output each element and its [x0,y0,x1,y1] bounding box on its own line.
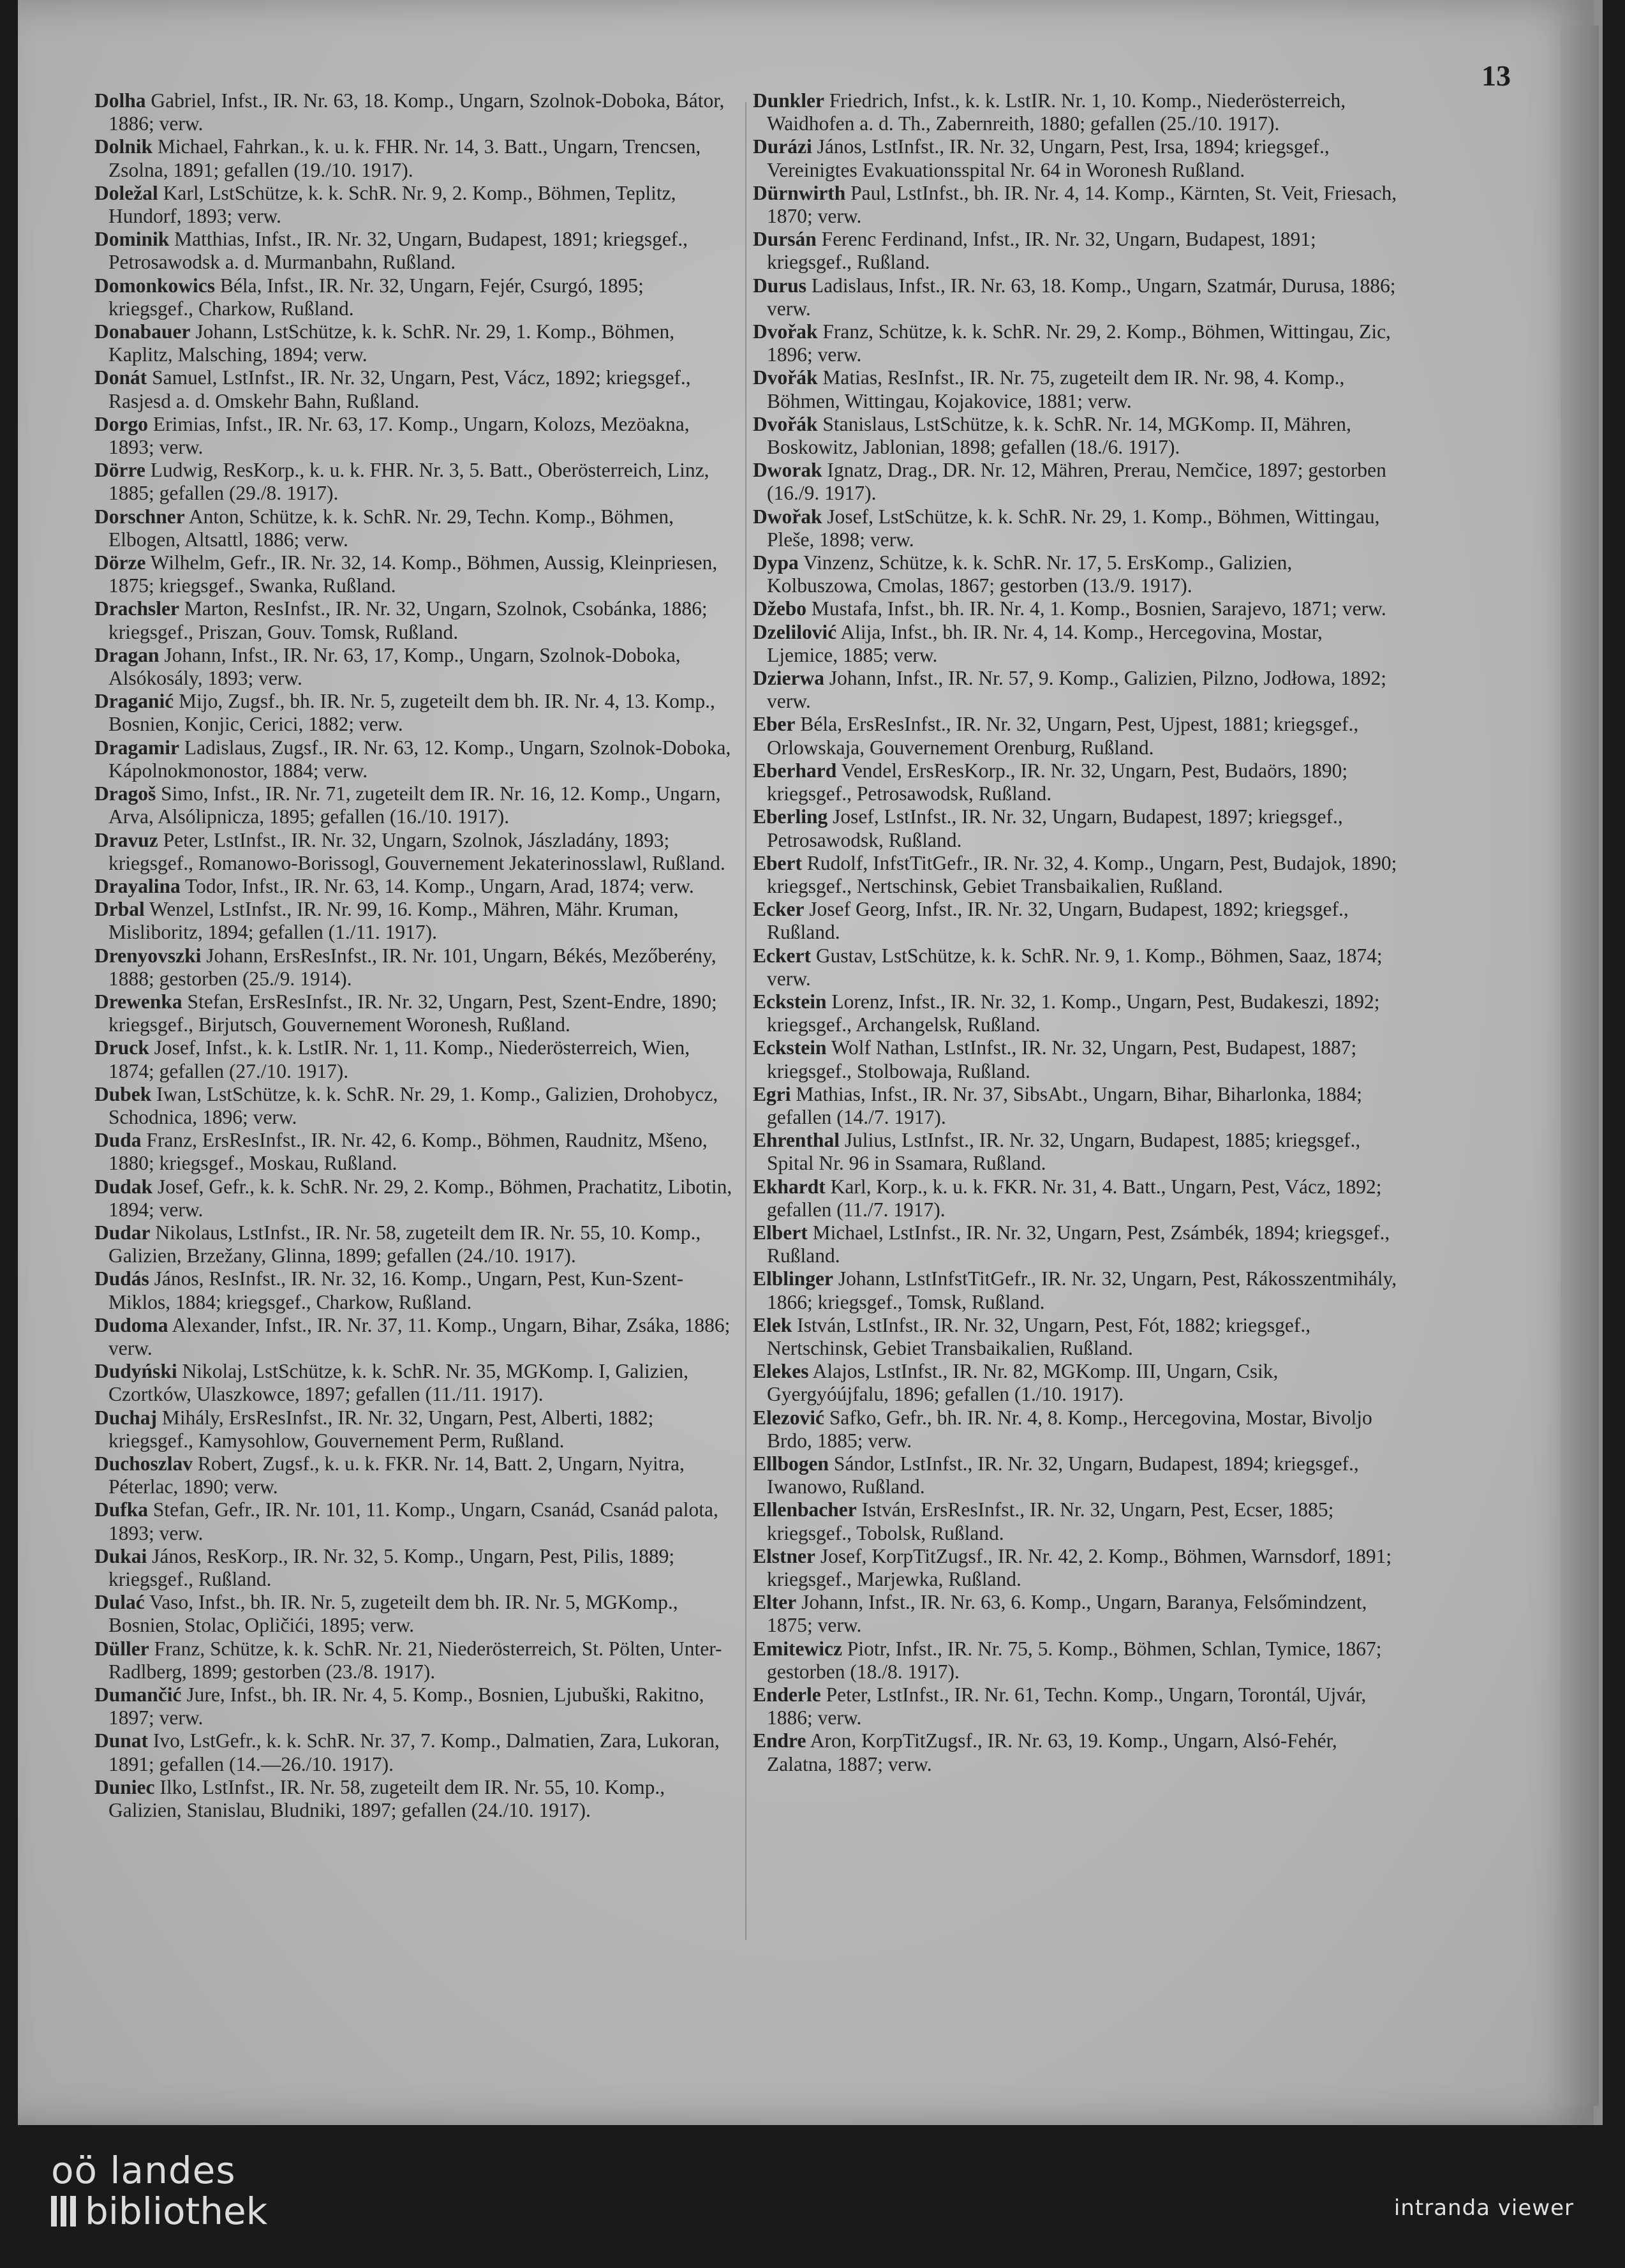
register-entry [94,551,732,597]
register-entry [94,459,732,505]
entry-details: Aron, KorpTitZugsf., IR. Nr. 63, 19. Komp., Ungarn, Alsó-Fehér, Zalatna, 1887; verw. [767,1729,1337,1775]
register-entry [753,1545,1397,1591]
entry-details: Johann, ErsResInfst., IR. Nr. 101, Ungarn, Békés, Mezőberény, 1888; gestorben (25./9. 1914). [108,944,716,990]
entry-details: Johann, Infst., IR. Nr. 63, 17, Komp., Ungarn, Szolnok-Doboka, Alsókosály, 1893; verw. [108,643,681,690]
entry-surname: Dypa [753,551,799,574]
entry-details: Friedrich, Infst., k. k. LstIR. Nr. 1, 10. Komp., Niederösterreich, Waidhofen a. d. Th., Zabernreith, 1880; gefallen (25./10. 1917). [767,89,1346,135]
register-entry [94,89,732,135]
register-entry [753,597,1397,620]
entry-details: Stefan, Gefr., IR. Nr. 101, 11. Komp., Ungarn, Csanád, Csanád palota, 1893; verw. [108,1498,718,1544]
entry-details: Johann, Infst., IR. Nr. 57, 9. Komp., Galizien, Pilzno, Jodłowa, 1892; verw. [767,667,1386,713]
entry-surname: Druck [94,1036,149,1059]
entry-details: Samuel, LstInfst., IR. Nr. 32, Ungarn, Pest, Vácz, 1892; kriegsgef., Rasjesd a. d. Omskehr Bahn, Rußland. [108,366,691,412]
entry-details: Matias, ResInfst., IR. Nr. 75, zugeteilt dem IR. Nr. 98, 4. Komp., Böhmen, Wittingau, Kojakovice, 1881; verw. [767,366,1345,412]
entry-details: Nikolaj, LstSchütze, k. k. SchR. Nr. 35, MGKomp. I, Galizien, Czortków, Ulaszkowce, 1897; gefallen (11./11. 1917). [108,1360,688,1406]
entry-surname: Eber [753,713,796,736]
entry-details: Stanislaus, LstSchütze, k. k. SchR. Nr. 14, MGKomp. II, Mähren, Boskowitz, Jablonian, 1898; gefallen (18./6. 1917). [767,412,1351,459]
register-entry [94,505,732,551]
register-entry [753,1267,1397,1313]
entry-details: Josef, LstSchütze, k. k. SchR. Nr. 29, 1. Komp., Böhmen, Wittingau, Pleše, 1898; verw. [767,505,1380,551]
register-entry [753,135,1397,181]
register-entry [753,413,1397,459]
entry-surname: Dürnwirth [753,181,846,204]
entry-surname: Drayalina [94,874,181,897]
register-entry [753,990,1397,1036]
register-entry [94,135,732,181]
register-entry [753,1638,1397,1683]
entry-details: Paul, LstInfst., bh. IR. Nr. 4, 14. Komp., Kärnten, St. Veit, Friesach, 1870; verw. [767,181,1397,228]
left-column [94,89,732,1822]
register-entry [753,1221,1397,1267]
entry-surname: Durázi [753,135,812,158]
entry-surname: Durus [753,274,807,297]
entry-surname: Dzelilović [753,620,837,643]
column-divider [745,102,746,1940]
entry-surname: Ebert [753,851,802,874]
entry-details: Alexander, Infst., IR. Nr. 37, 11. Komp., Ungarn, Bihar, Zsáka, 1886; verw. [108,1313,731,1359]
entry-details: Ilko, LstInfst., IR. Nr. 58, zugeteilt dem IR. Nr. 55, 10. Komp., Galizien, Stanislau, Bludniki, 1897; gefallen (24./10. 1917). [108,1775,665,1822]
register-entry [94,829,732,875]
entry-surname: Elek [753,1313,792,1336]
entry-surname: Elezović [753,1406,824,1429]
register-entry [753,1036,1397,1082]
entry-details: Simo, Infst., IR. Nr. 71, zugeteilt dem IR. Nr. 16, 12. Komp., Ungarn, Arva, Alsólipnicza, 1895; gefallen (16./10. 1917). [108,782,721,828]
register-entry [753,621,1397,667]
register-entry [753,1498,1397,1544]
register-entry [753,852,1397,898]
entry-surname: Duchoszlav [94,1452,193,1475]
entry-details: Alija, Infst., bh. IR. Nr. 4, 14. Komp., Hercegovina, Mostar, Ljemice, 1885; verw. [767,620,1323,666]
entry-details: Alajos, LstInfst., IR. Nr. 82, MGKomp. III, Ungarn, Csik, Gyergyóújfalu, 1896; gefallen (1./10. 1917). [767,1360,1279,1406]
entry-surname: Dzierwa [753,667,824,690]
entry-details: Nikolaus, LstInfst., IR. Nr. 58, zugeteilt dem IR. Nr. 55, 10. Komp., Galizien, Brzežany, Glinna, 1899; gefallen (24./10. 1917). [108,1221,701,1267]
register-entry [94,736,732,782]
entry-details: Johann, LstSchütze, k. k. SchR. Nr. 29, 1. Komp., Böhmen, Kaplitz, Malsching, 1894; verw. [108,320,675,366]
entry-details: Béla, Infst., IR. Nr. 32, Ungarn, Fejér, Csurgó, 1895; kriegsgef., Charkow, Rußland. [108,274,644,320]
register-entry [94,366,732,412]
entry-surname: Dragan [94,643,160,666]
entry-surname: Dudak [94,1175,153,1198]
entry-surname: Dorschner [94,505,185,528]
entry-surname: Dvořák [753,366,818,389]
register-entry [94,898,732,944]
entry-details: Ladislaus, Infst., IR. Nr. 63, 18. Komp., Ungarn, Szatmár, Durusa, 1886; verw. [767,274,1396,320]
entry-surname: Dolnik [94,135,153,158]
entry-surname: Drenyovszki [94,944,202,967]
entry-surname: Eckert [753,944,811,967]
entry-surname: Elstner [753,1544,815,1567]
entry-details: Josef, KorpTitZugsf., IR. Nr. 42, 2. Komp., Böhmen, Warnsdorf, 1891; kriegsgef., Marjewka, Rußland. [767,1544,1392,1590]
register-entry [753,1591,1397,1637]
entry-surname: Dvořak [753,320,818,343]
register-entry [753,320,1397,366]
entry-details: Matthias, Infst., IR. Nr. 32, Ungarn, Budapest, 1891; kriegsgef., Petrosawodsk a. d. Murmanbahn, Rußland. [108,228,688,274]
entry-details: Lorenz, Infst., IR. Nr. 32, 1. Komp., Ungarn, Pest, Budakeszi, 1892; kriegsgef., Archangelsk, Rußland. [767,990,1380,1036]
library-logo[interactable] [51,2151,267,2232]
entry-surname: Dörre [94,459,145,482]
entry-surname: Dragamir [94,736,179,759]
entry-details: Mijo, Zugsf., bh. IR. Nr. 5, zugeteilt dem bh. IR. Nr. 4, 13. Komp., Bosnien, Konjic, Cerici, 1882; verw. [108,690,715,736]
register-entry [753,366,1397,412]
register-entry [753,1083,1397,1129]
entry-details: Erimias, Infst., IR. Nr. 63, 17. Komp., Ungarn, Kolozs, Mezöakna, 1893; verw. [108,412,690,459]
register-entry [94,782,732,828]
entry-surname: Dvořák [753,412,818,435]
register-entry [94,1729,732,1775]
entry-surname: Dravuz [94,828,158,851]
entry-details: Piotr, Infst., IR. Nr. 75, 5. Komp., Böhmen, Schlan, Tymice, 1867; gestorben (18./8. 1917). [767,1637,1382,1683]
register-entry [94,1314,732,1360]
register-entry [94,1591,732,1637]
register-entry [753,551,1397,597]
entry-surname: Dudar [94,1221,151,1244]
entry-details: Franz, ErsResInfst., IR. Nr. 42, 6. Komp., Böhmen, Raudnitz, Mšeno, 1880; kriegsgef., Moskau, Rußland. [108,1129,708,1175]
entry-surname: Dufka [94,1498,149,1521]
register-entry [94,1221,732,1267]
register-entry [94,1129,732,1175]
entry-details: Johann, LstInfstTitGefr., IR. Nr. 32, Ungarn, Pest, Rákosszentmihály, 1866; kriegsgef., Tomsk, Rußland. [767,1267,1397,1313]
entry-details: János, LstInfst., IR. Nr. 32, Ungarn, Pest, Irsa, 1894; kriegsgef., Vereinigtes Evakuationsspital Nr. 64 in Woronesh Rußland. [767,135,1330,181]
entry-details: Franz, Schütze, k. k. SchR. Nr. 21, Niederösterreich, St. Pölten, Unter-Radlberg, 1899; gestorben (23./8. 1917). [108,1637,722,1683]
entry-details: Marton, ResInfst., IR. Nr. 32, Ungarn, Szolnok, Csobánka, 1886; kriegsgef., Priszan, Gouv. Tomsk, Rußland. [108,597,708,643]
entry-details: Gabriel, Infst., IR. Nr. 63, 18. Komp., Ungarn, Szolnok-Doboka, Bátor, 1886; verw. [108,89,725,135]
entry-details: Wilhelm, Gefr., IR. Nr. 32, 14. Komp., Böhmen, Aussig, Kleinpriesen, 1875; kriegsgef., Swanka, Rußland. [108,551,718,597]
register-entry [94,1360,732,1406]
entry-details: Josef, Infst., k. k. LstIR. Nr. 1, 11. Komp., Niederösterreich, Wien, 1874; gefallen (27./10. 1917). [108,1036,690,1082]
entry-details: Karl, LstSchütze, k. k. SchR. Nr. 9, 2. Komp., Böhmen, Teplitz, Hundorf, 1893; verw. [108,181,676,228]
register-entry [753,228,1397,274]
entry-surname: Ehrenthal [753,1129,840,1152]
register-entry [94,1267,732,1313]
entry-details: Safko, Gefr., bh. IR. Nr. 4, 8. Komp., Hercegovina, Mostar, Bivoljo Brdo, 1885; verw. [767,1406,1372,1452]
register-entry [753,459,1397,505]
register-entry [94,644,732,690]
entry-surname: Džebo [753,597,806,620]
entry-surname: Dudyński [94,1360,177,1383]
entry-surname: Dudoma [94,1313,168,1336]
entry-details: Karl, Korp., k. u. k. FKR. Nr. 31, 4. Batt., Ungarn, Pest, Vácz, 1892; gefallen (11./7. 1917). [767,1175,1382,1221]
register-entry [94,413,732,459]
register-entry [94,1545,732,1591]
entry-surname: Dominik [94,228,170,251]
register-entry [753,505,1397,551]
entry-surname: Drewenka [94,990,182,1013]
entry-details: Ladislaus, Zugsf., IR. Nr. 63, 12. Komp., Ungarn, Szolnok-Doboka, Kápolnokmonostor, 1884; verw. [108,736,731,782]
register-entry [753,1452,1397,1498]
register-entry [753,1406,1397,1452]
entry-details: Wenzel, LstInfst., IR. Nr. 99, 16. Komp., Mähren, Mähr. Kruman, Misliboritz, 1894; gefallen (1./11. 1917). [108,898,679,944]
entry-details: Mustafa, Infst., bh. IR. Nr. 4, 1. Komp., Bosnien, Sarajevo, 1871; verw. [806,597,1386,620]
entry-surname: Dulać [94,1591,145,1614]
entry-surname: Dursán [753,228,817,251]
entry-surname: Elblinger [753,1267,834,1290]
register-entry [94,182,732,228]
register-entry [94,1036,732,1082]
entry-surname: Eckstein [753,990,827,1013]
entry-surname: Ekhardt [753,1175,826,1198]
entry-surname: Donát [94,366,147,389]
entry-surname: Dwořak [753,505,822,528]
entry-surname: Dörze [94,551,146,574]
scanned-page [18,0,1603,2125]
logo-line-1: oö landes [51,2149,236,2192]
entry-surname: Drachsler [94,597,179,620]
entry-surname: Dolha [94,89,146,112]
register-entry [94,228,732,274]
register-entry [753,1314,1397,1360]
register-entry [753,713,1397,759]
entry-surname: Domonkowics [94,274,216,297]
entry-details: János, ResInfst., IR. Nr. 32, 16. Komp., Ungarn, Pest, Kun-Szent-Miklos, 1884; kriegsgef., Charkow, Rußland. [108,1267,684,1313]
entry-surname: Draganić [94,690,174,713]
entry-details: Wolf Nathan, LstInfst., IR. Nr. 32, Ungarn, Pest, Budapest, 1887; kriegsgef., Stolbowaja, Rußland. [767,1036,1357,1082]
entry-surname: Elekes [753,1360,809,1383]
entry-surname: Emitewicz [753,1637,842,1660]
entry-details: Julius, LstInfst., IR. Nr. 32, Ungarn, Budapest, 1885; kriegsgef., Spital Nr. 96 in Ssamara, Rußland. [767,1129,1361,1175]
entry-surname: Elter [753,1591,797,1614]
register-entry [94,990,732,1036]
entry-details: Jure, Infst., bh. IR. Nr. 4, 5. Komp., Bosnien, Ljubuški, Rakitno, 1897; verw. [108,1683,704,1729]
entry-surname: Doležal [94,181,158,204]
entry-details: Stefan, ErsResInfst., IR. Nr. 32, Ungarn, Pest, Szent-Endre, 1890; kriegsgef., Birjutsch, Gouvernement Woronesh, Rußland. [108,990,717,1036]
entry-surname: Dudás [94,1267,149,1290]
entry-surname: Ellenbacher [753,1498,857,1521]
entry-details: Michael, LstInfst., IR. Nr. 32, Ungarn, Pest, Zsámbék, 1894; kriegsgef., Rußland. [767,1221,1390,1267]
register-entry [753,898,1397,944]
register-entry [753,1175,1397,1221]
entry-details: Josef Georg, Infst., IR. Nr. 32, Ungarn, Budapest, 1892; kriegsgef., Rußland. [767,898,1349,944]
entry-details: Josef, LstInfst., IR. Nr. 32, Ungarn, Budapest, 1897; kriegsgef., Petrosawodsk, Rußland. [767,805,1343,851]
entry-surname: Dukai [94,1544,147,1567]
register-entry [753,1129,1397,1175]
entry-surname: Düller [94,1637,149,1660]
register-entry [753,759,1397,805]
entry-details: Ivo, LstGefr., k. k. SchR. Nr. 37, 7. Komp., Dalmatien, Zara, Lukoran, 1891; gefallen (14.—26./10. 1917). [108,1729,720,1775]
entry-surname: Eberling [753,805,828,828]
logo-bars-icon [51,2196,76,2227]
entry-surname: Dorgo [94,412,148,435]
entry-details: Mihály, ErsResInfst., IR. Nr. 32, Ungarn, Pest, Alberti, 1882; kriegsgef., Kamysohlow, Gouvernement Perm, Rußland. [108,1406,654,1452]
register-entry [94,1776,732,1822]
register-entry [753,667,1397,713]
entry-details: Ludwig, ResKorp., k. u. k. FHR. Nr. 3, 5. Batt., Oberösterreich, Linz, 1885; gefallen (29./8. 1917). [108,459,709,505]
register-entry [94,875,732,898]
entry-surname: Elbert [753,1221,808,1244]
entry-details: Vendel, ErsResKorp., IR. Nr. 32, Ungarn, Pest, Budaörs, 1890; kriegsgef., Petrosawodsk, Rußland. [767,759,1348,805]
register-entry [94,1683,732,1729]
page-number: 13 [1481,59,1511,92]
register-entry [753,89,1397,135]
entry-details: Josef, Gefr., k. k. SchR. Nr. 29, 2. Komp., Böhmen, Prachatitz, Libotin, 1894; verw. [108,1175,732,1221]
register-entry [94,1175,732,1221]
entry-details: István, ErsResInfst., IR. Nr. 32, Ungarn, Pest, Ecser, 1885; kriegsgef., Tobolsk, Rußland. [767,1498,1334,1544]
register-entry [753,944,1397,990]
entry-surname: Dragoš [94,782,156,805]
register-entry [94,1498,732,1544]
register-entry [94,1406,732,1452]
viewer-label[interactable]: intranda viewer [1393,2195,1574,2221]
entry-surname: Enderle [753,1683,821,1706]
entry-details: Vinzenz, Schütze, k. k. SchR. Nr. 17, 5. ErsKomp., Galizien, Kolbuszowa, Cmolas, 1867; gestorben (13./9. 1917). [767,551,1293,597]
entry-surname: Dunkler [753,89,825,112]
register-entry [753,274,1397,320]
entry-surname: Ellbogen [753,1452,829,1475]
entry-surname: Eckstein [753,1036,827,1059]
entry-surname: Drbal [94,898,145,921]
logo-line-2-wrapper [51,2190,267,2232]
register-entry [94,944,732,990]
entry-surname: Duda [94,1129,142,1152]
register-entry [94,690,732,736]
entry-details: Gustav, LstSchütze, k. k. SchR. Nr. 9, 1. Komp., Böhmen, Saaz, 1874; verw. [767,944,1383,990]
register-entry [94,274,732,320]
entry-details: Anton, Schütze, k. k. SchR. Nr. 29, Techn. Komp., Böhmen, Elbogen, Altsattl, 1886; verw. [108,505,674,551]
entry-surname: Eberhard [753,759,837,782]
register-entry [753,805,1397,851]
register-entry [753,1729,1397,1775]
register-entry [753,1683,1397,1729]
entry-details: Ignatz, Drag., DR. Nr. 12, Mähren, Prerau, Nemčice, 1897; gestorben (16./9. 1917). [767,459,1386,505]
entry-details: Mathias, Infst., IR. Nr. 37, SibsAbt., Ungarn, Bihar, Biharlonka, 1884; gefallen (14./7. 1917). [767,1082,1363,1128]
entry-surname: Duniec [94,1775,155,1798]
entry-surname: Dubek [94,1082,152,1105]
register-entry [753,182,1397,228]
entry-details: Sándor, LstInfst., IR. Nr. 32, Ungarn, Budapest, 1894; kriegsgef., Iwanowo, Rußland. [767,1452,1359,1498]
entry-details: Vaso, Infst., bh. IR. Nr. 5, zugeteilt dem bh. IR. Nr. 5, MGKomp., Bosnien, Stolac, Opličići, 1895; verw. [108,1591,678,1637]
entry-details: Béla, ErsResInfst., IR. Nr. 32, Ungarn, Pest, Ujpest, 1881; kriegsgef., Orlowskaja, Gouvernement Orenburg, Rußland. [767,713,1359,759]
entry-details: Robert, Zugsf., k. u. k. FKR. Nr. 14, Batt. 2, Ungarn, Nyitra, Péterlac, 1890; verw. [108,1452,685,1498]
entry-surname: Donabauer [94,320,191,343]
entry-details: Franz, Schütze, k. k. SchR. Nr. 29, 2. Komp., Böhmen, Wittingau, Zic, 1896; verw. [767,320,1391,366]
entry-details: Peter, LstInfst., IR. Nr. 61, Techn. Komp., Ungarn, Torontál, Ujvár, 1886; verw. [767,1683,1367,1729]
register-entry [94,1452,732,1498]
entry-surname: Endre [753,1729,806,1752]
page-edge [1561,26,1599,2106]
entry-details: Ferenc Ferdinand, Infst., IR. Nr. 32, Ungarn, Budapest, 1891; kriegsgef., Rußland. [767,228,1316,274]
register-entry [94,597,732,643]
logo-line-2: bibliothek [85,2190,268,2233]
register-entry [94,1638,732,1683]
register-entry [94,1083,732,1129]
entry-details: István, LstInfst., IR. Nr. 32, Ungarn, Pest, Fót, 1882; kriegsgef., Nertschinsk, Gebiet Transbaikalien, Rußland. [767,1313,1311,1359]
register-entry [94,320,732,366]
entry-details: János, ResKorp., IR. Nr. 32, 5. Komp., Ungarn, Pest, Pilis, 1889; kriegsgef., Rußland. [108,1544,675,1590]
entry-surname: Dumančić [94,1683,182,1706]
entry-details: Rudolf, InfstTitGefr., IR. Nr. 32, 4. Komp., Ungarn, Pest, Budajok, 1890; kriegsgef., Nertschinsk, Gebiet Transbaikalien, Rußland. [767,851,1397,897]
entry-surname: Dworak [753,459,822,482]
right-column [753,89,1397,1776]
entry-details: Johann, Infst., IR. Nr. 63, 6. Komp., Ungarn, Baranya, Felsőmindzent, 1875; verw. [767,1591,1367,1637]
entry-surname: Dunat [94,1729,149,1752]
entry-details: Peter, LstInfst., IR. Nr. 32, Ungarn, Szolnok, Jászladány, 1893; kriegsgef., Romanowo-Borissogl, Gouvernement Jekaterinosslawl, Rußland. [108,828,725,874]
entry-details: Iwan, LstSchütze, k. k. SchR. Nr. 29, 1. Komp., Galizien, Drohobycz, Schodnica, 1896; verw. [108,1082,718,1128]
entry-surname: Ecker [753,898,805,921]
register-entry [753,1360,1397,1406]
entry-surname: Duchaj [94,1406,158,1429]
entry-surname: Egri [753,1082,791,1105]
entry-details: Michael, Fahrkan., k. u. k. FHR. Nr. 14, 3. Batt., Ungarn, Trencsen, Zsolna, 1891; gefallen (19./10. 1917). [108,135,701,181]
entry-details: Todor, Infst., IR. Nr. 63, 14. Komp., Ungarn, Arad, 1874; verw. [180,874,694,897]
